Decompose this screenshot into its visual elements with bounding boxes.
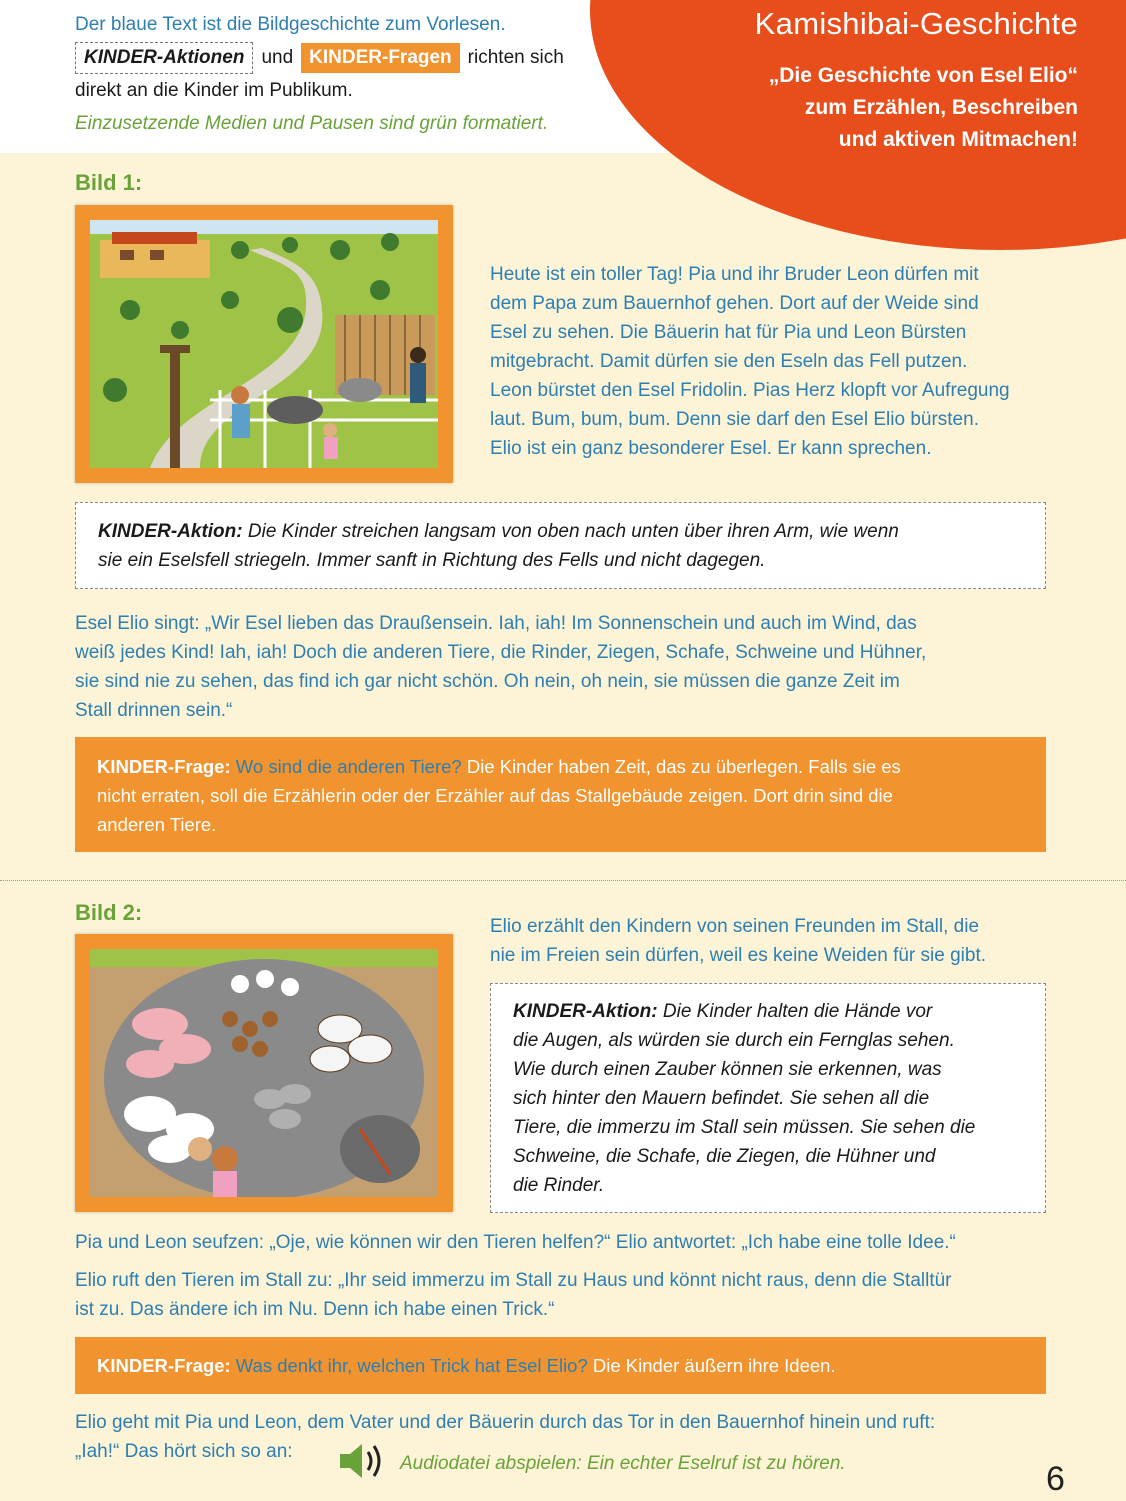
bild1-aktion-text-1: Die Kinder streichen langsam von oben nach unten über ihren Arm, wie wenn: [247, 521, 899, 542]
legend-line-4: Einzusetzende Medien und Pausen sind grün formatiert.: [75, 113, 549, 134]
audio-cue[interactable]: [338, 1440, 846, 1487]
bild2-ruft-line: ist zu. Das ändere ich im Nu. Denn ich habe einen Trick.“: [75, 1299, 555, 1320]
bild2-kinder-aktion-box: [490, 983, 1046, 1213]
header-title: Kamishibai-Geschichte: [754, 6, 1078, 41]
bild2-aktion-label: KINDER-Aktion:: [513, 1001, 658, 1022]
bild1-frage-line-3: anderen Tiere.: [97, 814, 217, 835]
bild1-frage-line-1: [97, 752, 1024, 781]
bild1-story-line: dem Papa zum Bauernhof gehen. Dort auf der Weide sind: [490, 293, 979, 314]
bild2-aktion-line: sich hinter den Mauern befindet. Sie sehen all die: [513, 1088, 930, 1109]
bild2-aktion-first: Die Kinder halten die Hände vor: [662, 1001, 933, 1022]
stable-scene-image: [90, 949, 438, 1197]
speaker-icon[interactable]: [338, 1440, 388, 1487]
bild2-aktion-line: Wie durch einen Zauber können sie erkennen, was: [513, 1059, 942, 1080]
bild2-aktion-line: Tiere, die immerzu im Stall sein müssen. Sie sehen die: [513, 1117, 976, 1138]
header-subtitle-line-2: zum Erzählen, Beschreiben: [804, 96, 1078, 119]
header-title-block: [755, 0, 1078, 156]
bild2-seufzen: Pia und Leon seufzen: „Oje, wie können wir den Tieren helfen?“ Elio antwortet: „Ich habe eine tolle Idee.“: [75, 1232, 956, 1253]
legend-line-3: direkt an die Kinder im Publikum.: [75, 80, 353, 101]
bild2-intro: [490, 912, 1070, 970]
bild1-song-line: Esel Elio singt: „Wir Esel lieben das Draußensein. Iah, iah! Im Sonnenschein und auch im Wind, das: [75, 613, 917, 634]
bild1-song-line: weiß jedes Kind! Iah, iah! Doch die anderen Tiere, die Rinder, Ziegen, Schafe, Schweine und Hühner,: [75, 642, 927, 663]
audio-cue-text: Audiodatei abspielen: Ein echter Eselruf ist zu hören.: [400, 1452, 846, 1474]
bild2-ruft-line: Elio ruft den Tieren im Stall zu: „Ihr seid immerzu im Stall zu Haus und könnt nicht raus, denn die Stalltür: [75, 1270, 952, 1291]
bild1-story-line: Leon bürstet den Esel Fridolin. Pias Herz klopft vor Aufregung: [490, 380, 1010, 401]
bild1-frage-line-2: nicht erraten, soll die Erzählerin oder der Erzähler auf das Stallgebäude zeigen. Dort drin sind die: [97, 785, 893, 806]
bild1-kinder-aktion-box: [75, 502, 1046, 589]
bild2-aktion-line: die Augen, als würden sie durch ein Fernglas sehen.: [513, 1030, 955, 1051]
bild2-illustration: [75, 934, 453, 1212]
bild2-frage-question: Was denkt ihr, welchen Trick hat Esel Elio?: [235, 1355, 588, 1376]
bild2-frage-label: KINDER-Frage:: [97, 1355, 231, 1376]
bild2-intro-line: Elio erzählt den Kindern von seinen Freunden im Stall, die: [490, 916, 980, 937]
legend-line-2: [75, 41, 615, 74]
bild2-aktion-line: Schweine, die Schafe, die Ziegen, die Hühner und: [513, 1146, 936, 1167]
header-subtitle-line-1: „Die Geschichte von Esel Elio“: [768, 64, 1078, 87]
bild1-aktion-label: KINDER-Aktion:: [98, 521, 243, 542]
bild1-illustration: [75, 205, 453, 483]
bild1-frage-label: KINDER-Frage:: [97, 756, 231, 777]
legend-chip-aktion: KINDER-Aktionen: [75, 42, 253, 74]
bild1-story-line: Heute ist ein toller Tag! Pia und ihr Bruder Leon dürfen mit: [490, 264, 979, 285]
bild2-aktion-line: die Rinder.: [513, 1175, 605, 1196]
bild2-ruft: [75, 1266, 1075, 1324]
bild1-story-line: mitgebracht. Damit dürfen sie den Eseln das Fell putzen.: [490, 351, 968, 372]
bild1-frage-rest: Die Kinder haben Zeit, das zu überlegen. Falls sie es: [466, 756, 901, 777]
bild2-intro-line: nie im Freien sein dürfen, weil es keine Weiden für sie gibt.: [490, 945, 987, 966]
bild2-frage-rest: Die Kinder äußern ihre Ideen.: [592, 1355, 836, 1376]
bild1-frage-question: Wo sind die anderen Tiere?: [235, 756, 462, 777]
page-number: 6: [1046, 1460, 1065, 1498]
bild1-story-line: Elio ist ein ganz besonderer Esel. Er kann sprechen.: [490, 438, 932, 459]
bild2-final-line-1: Elio geht mit Pia und Leon, dem Vater und der Bäuerin durch das Tor in den Bauernhof hinein und ruft:: [75, 1412, 936, 1433]
bild1-aktion-line-1: [98, 517, 1023, 546]
bild1-song: [75, 609, 1075, 725]
bild1-heading: Bild 1:: [75, 170, 143, 195]
bild1-song-line: Stall drinnen sein.“: [75, 700, 233, 721]
header-subtitle-line-3: und aktiven Mitmachen!: [838, 128, 1078, 151]
bild1-story: [490, 260, 1070, 463]
bild1-story-line: laut. Bum, bum, bum. Denn sie darf den Esel Elio bürsten.: [490, 409, 979, 430]
bild1-kinder-frage-box: [75, 737, 1046, 852]
bild2-kinder-frage-box: [75, 1337, 1046, 1394]
legend-line-1: Der blaue Text ist die Bildgeschichte zum Vorlesen.: [75, 14, 506, 35]
bild2-heading: Bild 2:: [75, 900, 143, 925]
bild1-song-line: sie sind nie zu sehen, das find ich gar nicht schön. Oh nein, oh nein, sie müssen die ganze Zeit im: [75, 671, 900, 692]
legend-richten: richten sich: [467, 47, 564, 68]
legend-chip-fragen: KINDER-Fragen: [301, 43, 460, 73]
bild1-story-line: Esel zu sehen. Die Bäuerin hat für Pia und Leon Bürsten: [490, 322, 967, 343]
legend-und: und: [261, 47, 294, 68]
legend-intro: [75, 8, 615, 140]
farm-scene-image: [90, 220, 438, 468]
bild2-aktion-line-1: [513, 997, 1023, 1026]
bild1-aktion-line-2: sie ein Eselsfell striegeln. Immer sanft in Richtung des Fells und nicht dagegen.: [98, 550, 766, 571]
header-subtitle: [755, 60, 1078, 156]
bild2-final-line-2: „Iah!“ Das hört sich so an:: [75, 1441, 293, 1462]
section-divider: [0, 880, 1126, 881]
